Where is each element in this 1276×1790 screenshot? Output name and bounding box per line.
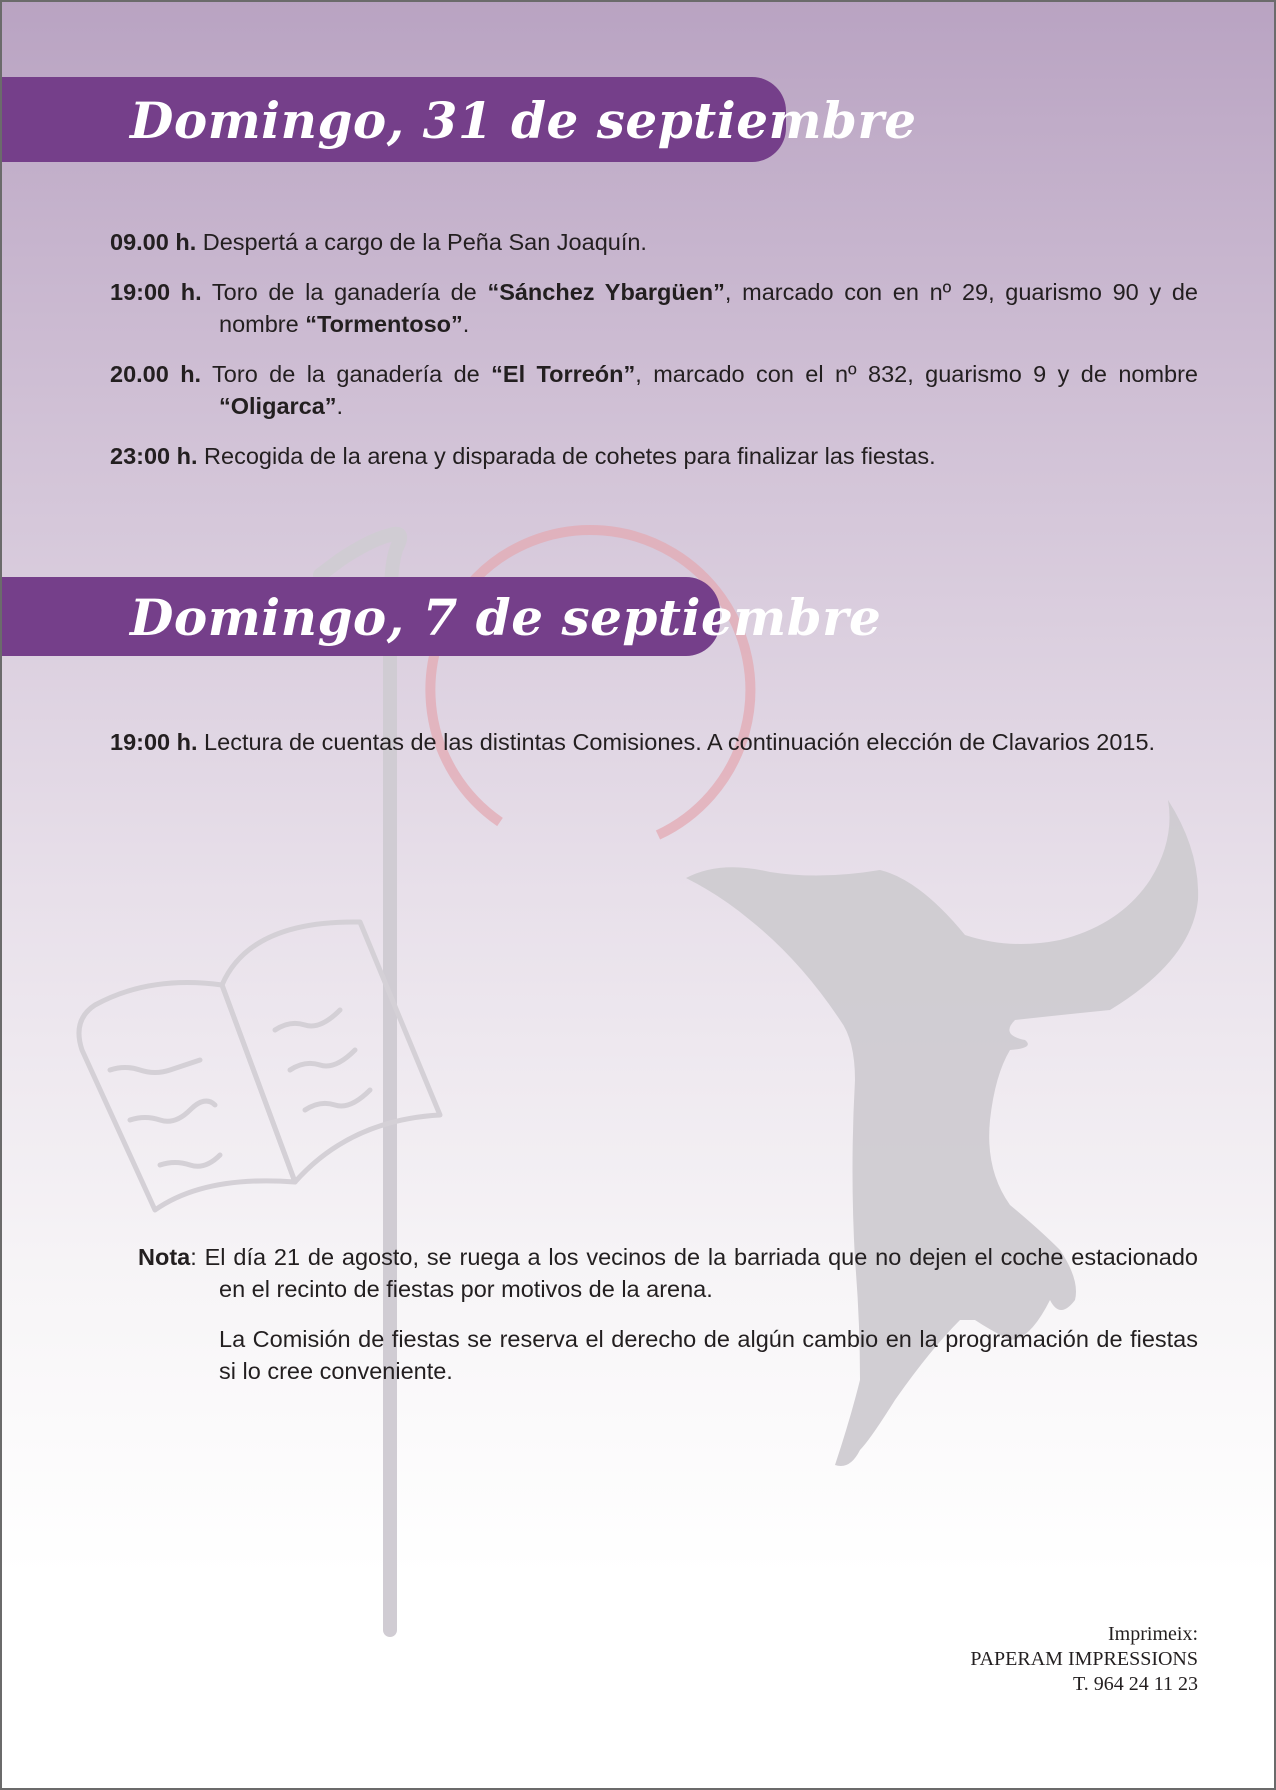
event-time: 19:00 h. — [110, 279, 202, 305]
note-paragraph-2: La Comisión de fiestas se reserva el derecho de algún cambio en la programación de fiestas si lo cree conveniente. — [219, 1326, 1198, 1384]
event-text: Lectura de cuentas de las distintas Comisiones. A continuación elección de Clavarios 2015. — [197, 729, 1156, 755]
event-item — [110, 726, 1198, 758]
printer-credit — [970, 1622, 1198, 1697]
event-text: , marcado con el nº 832, guarismo 9 y de nombre — [635, 361, 1198, 387]
note-paragraph — [138, 1241, 1198, 1305]
section-banner — [0, 77, 917, 162]
event-text: Toro de la ganadería de — [201, 361, 492, 387]
event-text: Toro de la ganadería de — [201, 279, 488, 305]
event-item — [110, 276, 1198, 340]
event-time: 09.00 h. — [110, 229, 197, 255]
event-text: . — [336, 393, 344, 419]
event-bull-name: “Oligarca” — [219, 393, 337, 419]
event-item — [110, 358, 1198, 422]
event-time: 23:00 h. — [110, 443, 198, 469]
event-text: . — [462, 311, 470, 337]
section-title: Domingo, 31 de septiembre — [130, 91, 917, 150]
event-text: Despertá a cargo de la Peña San Joaquín. — [196, 229, 647, 255]
event-time: 20.00 h. — [110, 361, 202, 387]
printer-label: Imprimeix: — [1108, 1623, 1198, 1645]
section-title: Domingo, 7 de septiembre — [130, 588, 882, 647]
event-item — [110, 226, 1198, 258]
staff-illustration — [320, 534, 400, 1630]
ring-illustration — [430, 530, 750, 835]
printer-phone: T. 964 24 11 23 — [1073, 1673, 1198, 1695]
event-item — [110, 440, 1198, 472]
event-text: Recogida de la arena y disparada de cohetes para finalizar las fiestas. — [197, 443, 936, 469]
event-text: , marcado con en nº 29, guarismo 90 y de nombre — [219, 279, 1198, 337]
note-text: : El día 21 de agosto, se ruega a los vecinos de la barriada que no dejen el coche estacionado en el recinto de fiestas por motivos de la arena. — [190, 1244, 1198, 1302]
note-label: Nota — [138, 1244, 191, 1270]
event-bull-name: “Tormentoso” — [305, 311, 463, 337]
event-time: 19:00 h. — [110, 729, 198, 755]
event-ganaderia: “El Torreón” — [491, 361, 636, 387]
printer-name: PAPERAM IMPRESSIONS — [970, 1648, 1198, 1670]
section-banner — [0, 577, 882, 656]
event-ganaderia: “Sánchez Ybargüen” — [487, 279, 725, 305]
